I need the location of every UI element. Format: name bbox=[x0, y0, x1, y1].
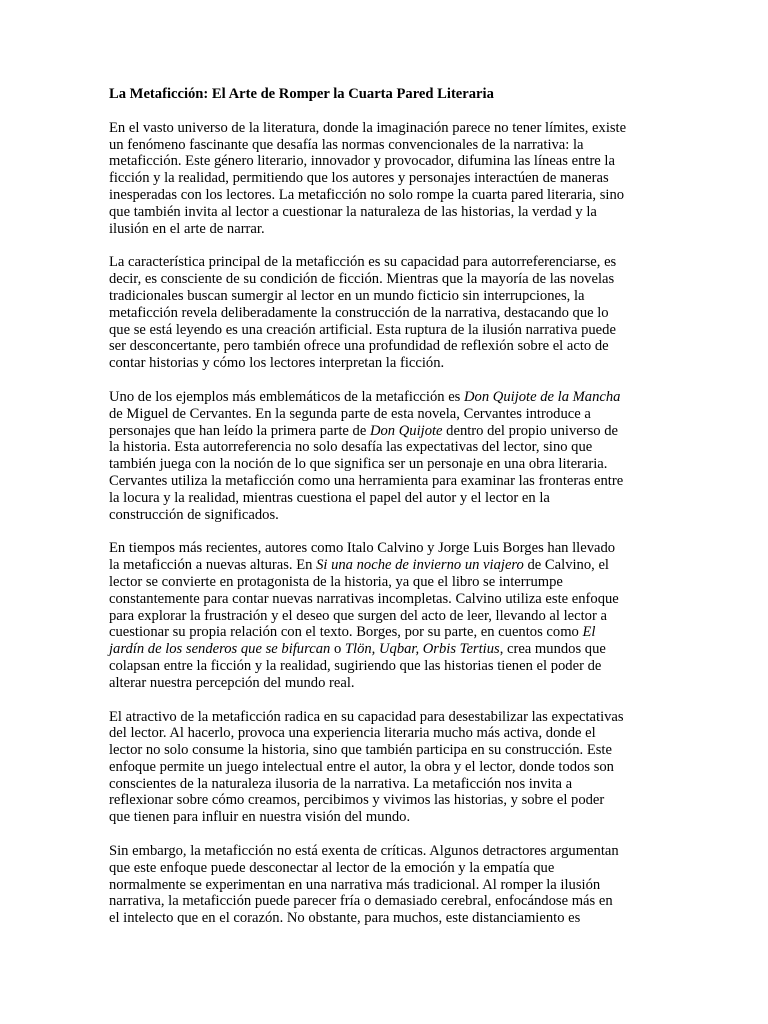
text-line bbox=[109, 574, 661, 591]
text-line bbox=[109, 254, 661, 271]
paragraph bbox=[109, 389, 661, 523]
paragraph bbox=[109, 709, 661, 827]
text-line bbox=[109, 658, 661, 675]
document-page bbox=[109, 86, 661, 927]
text-segment: normalmente se experimentan en una narrativa más tradicional. Al romper la ilusión bbox=[109, 876, 601, 893]
text-segment: ser desconcertante, pero también ofrece una profundidad de reflexión sobre el acto de bbox=[109, 338, 609, 355]
text-segment: La característica principal de la metaficción es su capacidad para autorreferenciarse, es bbox=[109, 254, 617, 271]
text-segment: inesperadas con los lectores. La metaficción no solo rompe la cuarta pared literaria, sino bbox=[109, 186, 625, 203]
text-line bbox=[109, 355, 661, 372]
text-line bbox=[109, 759, 661, 776]
text-segment: para explorar la frustración y el deseo que surgen del acto de leer, llevando al lector a bbox=[109, 607, 607, 624]
text-segment: El atractivo de la metaficción radica en su capacidad para desestabilizar las expectativas bbox=[109, 708, 624, 725]
text-line bbox=[109, 423, 661, 440]
text-line bbox=[109, 591, 661, 608]
text-line bbox=[109, 910, 661, 927]
document-title: La Metaficción: El Arte de Romper la Cuarta Pared Literaria bbox=[109, 86, 494, 102]
italic-title-text: Don Quijote bbox=[369, 422, 443, 439]
text-line bbox=[109, 709, 661, 726]
text-line bbox=[109, 221, 661, 238]
text-segment: también juega con la noción de lo que significa ser un personaje en una obra literaria. bbox=[109, 456, 608, 473]
text-segment: la historia. Esta autorreferencia no solo desafía las expectativas del lector, sino que bbox=[109, 439, 593, 456]
text-segment: lector no solo consume la historia, sino que también participa en su construcción. Este bbox=[109, 742, 612, 759]
text-line bbox=[109, 322, 661, 339]
text-line bbox=[109, 187, 661, 204]
text-line bbox=[109, 557, 661, 574]
text-segment: lector se convierte en protagonista de la historia, ya que el libro se interrumpe bbox=[109, 573, 563, 590]
text-line bbox=[109, 675, 661, 692]
text-segment: Sin embargo, la metaficción no está exenta de críticas. Algunos detractores argumentan bbox=[109, 843, 619, 860]
text-line bbox=[109, 473, 661, 490]
text-segment: colapsan entre la ficción y la realidad, sugiriendo que las historias tienen el poder de bbox=[109, 657, 602, 674]
text-line bbox=[109, 893, 661, 910]
text-line bbox=[109, 507, 661, 524]
text-segment: metaficción. Este género literario, innovador y provocador, difumina las líneas entre la bbox=[109, 153, 615, 170]
paragraph bbox=[109, 120, 661, 238]
text-line bbox=[109, 641, 661, 658]
text-line bbox=[109, 389, 661, 406]
text-segment: decir, es consciente de su condición de ficción. Mientras que la mayoría de las novelas bbox=[109, 271, 615, 288]
text-segment: la locura y la realidad, mientras cuestiona el papel del autor y el lector en la bbox=[109, 489, 550, 506]
text-segment: En tiempos más recientes, autores como Italo Calvino y Jorge Luis Borges han llevado bbox=[109, 540, 616, 557]
text-segment: , crea mundos que bbox=[499, 641, 606, 658]
text-segment: Cervantes utiliza la metaficción como una herramienta para examinar las fronteras entre bbox=[109, 472, 624, 489]
text-segment: que también invita al lector a cuestionar la naturaleza de las historias, la verdad y la bbox=[109, 203, 597, 220]
paragraph bbox=[109, 843, 661, 927]
text-segment: la metaficción a nuevas alturas. En bbox=[109, 557, 317, 574]
italic-title-text: Don Quijote de la Mancha bbox=[464, 388, 621, 405]
text-segment: un fenómeno fascinante que desafía las normas convencionales de la narrativa: la bbox=[109, 136, 584, 153]
text-line bbox=[109, 792, 661, 809]
text-segment: que se está leyendo es una creación artificial. Esta ruptura de la ilusión narrativa puede bbox=[109, 321, 616, 338]
text-line bbox=[109, 624, 661, 641]
text-segment: el intelecto que en el corazón. No obstante, para muchos, este distanciamiento es bbox=[109, 910, 581, 927]
text-line bbox=[109, 608, 661, 625]
text-segment: cuestionar su propia relación con el texto. Borges, por su parte, en cuentos como bbox=[109, 624, 583, 641]
text-segment: contar historias y cómo los lectores interpretan la ficción. bbox=[109, 355, 445, 372]
text-line bbox=[109, 204, 661, 221]
text-segment: alterar nuestra percepción del mundo real. bbox=[109, 674, 355, 691]
text-segment: enfoque permite un juego intelectual entre el autor, la obra y el lector, donde todos son bbox=[109, 758, 614, 775]
text-segment: de Miguel de Cervantes. En la segunda parte de esta novela, Cervantes introduce a bbox=[109, 405, 591, 422]
text-segment: dentro del propio universo de bbox=[442, 422, 619, 439]
text-line bbox=[109, 170, 661, 187]
text-segment: narrativa, la metaficción puede parecer fría o demasiado cerebral, enfocándose más en bbox=[109, 893, 613, 910]
text-segment: ilusión en el arte de narrar. bbox=[109, 220, 265, 237]
text-line bbox=[109, 490, 661, 507]
text-line bbox=[109, 877, 661, 894]
italic-title-text: Tlön, Uqbar, Orbis Tertius bbox=[344, 641, 500, 658]
text-segment: reflexionar sobre cómo creamos, percibimos y vivimos las historias, y sobre el poder bbox=[109, 792, 605, 809]
text-line bbox=[109, 137, 661, 154]
text-line bbox=[109, 843, 661, 860]
text-segment: que este enfoque puede desconectar al lector de la emoción y la empatía que bbox=[109, 859, 555, 876]
paragraph bbox=[109, 540, 661, 691]
text-line bbox=[109, 776, 661, 793]
text-segment: constantemente para contar nuevas narrativas incompletas. Calvino utiliza este enfoque bbox=[109, 590, 619, 607]
text-line bbox=[109, 288, 661, 305]
text-line bbox=[109, 860, 661, 877]
text-segment: En el vasto universo de la literatura, donde la imaginación parece no tener límites, existe bbox=[109, 119, 627, 136]
text-segment: o bbox=[330, 641, 345, 658]
document-body bbox=[109, 120, 661, 927]
italic-title-text: El bbox=[582, 624, 596, 641]
text-segment: conscientes de la naturaleza ilusoria de la narrativa. La metaficción nos invita a bbox=[109, 775, 573, 792]
text-line bbox=[109, 406, 661, 423]
italic-title-text: Si una noche de invierno un viajero bbox=[316, 557, 524, 574]
text-segment: Uno de los ejemplos más emblemáticos de la metaficción es bbox=[109, 388, 465, 405]
text-segment: tradicionales buscan sumergir al lector en un mundo ficticio sin interrupciones, la bbox=[109, 287, 585, 304]
text-line bbox=[109, 540, 661, 557]
text-line bbox=[109, 271, 661, 288]
text-line bbox=[109, 725, 661, 742]
text-segment: del lector. Al hacerlo, provoca una experiencia literaria mucho más activa, donde el bbox=[109, 725, 596, 742]
text-line bbox=[109, 439, 661, 456]
text-segment: ficción y la realidad, permitiendo que los autores y personajes interactúen de maneras bbox=[109, 170, 609, 187]
text-line bbox=[109, 153, 661, 170]
text-segment: personajes que han leído la primera parte de bbox=[109, 422, 370, 439]
text-line bbox=[109, 120, 661, 137]
text-line bbox=[109, 809, 661, 826]
text-line bbox=[109, 305, 661, 322]
text-line bbox=[109, 742, 661, 759]
text-segment: de Calvino, el bbox=[523, 557, 609, 574]
text-line bbox=[109, 338, 661, 355]
text-segment: metaficción revela deliberadamente la construcción de la narrativa, destacando que lo bbox=[109, 304, 609, 321]
text-segment: que tienen para influir en nuestra visión del mundo. bbox=[109, 809, 411, 826]
paragraph bbox=[109, 254, 661, 372]
text-segment: construcción de significados. bbox=[109, 506, 279, 523]
text-line bbox=[109, 456, 661, 473]
italic-title-text: jardín de los senderos que se bifurcan bbox=[109, 641, 331, 658]
